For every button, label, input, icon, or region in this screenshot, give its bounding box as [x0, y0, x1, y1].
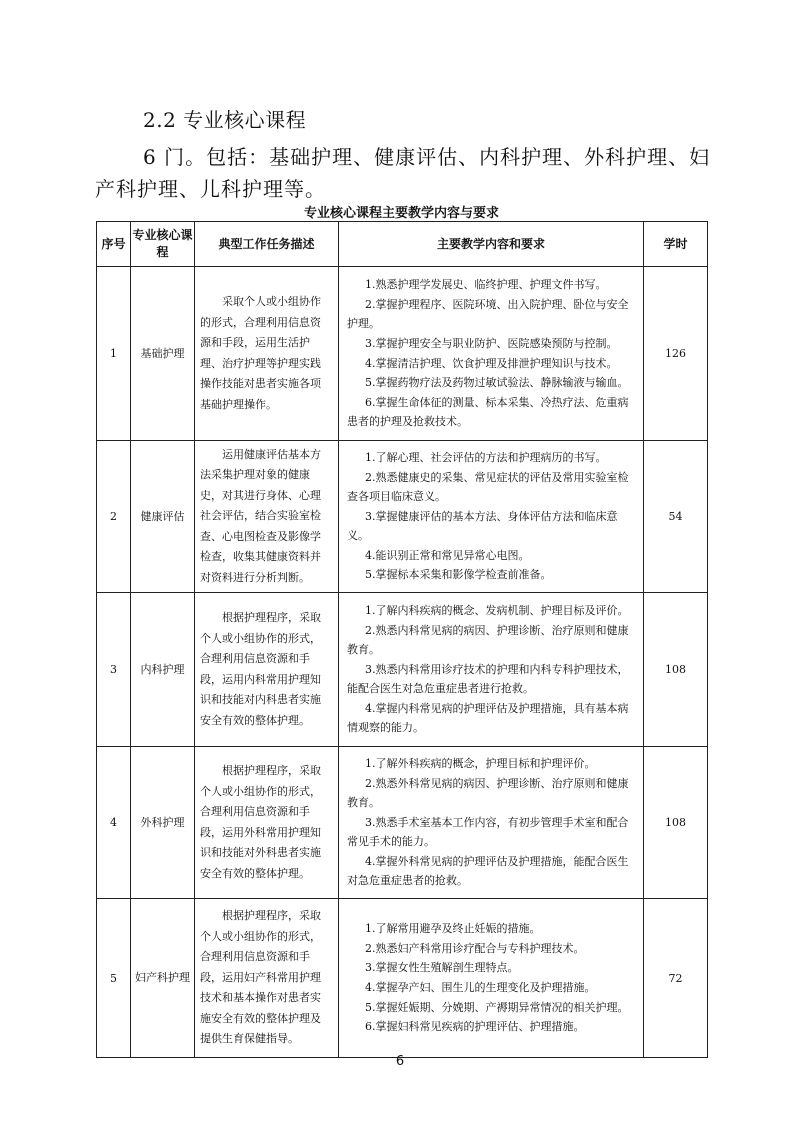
course-name: 妇产科护理	[131, 899, 195, 1058]
content-item: 6.掌握妇科常见疾病的护理评估、护理措施。	[365, 1020, 585, 1034]
content-item: 1.了解外科疾病的概念，护理目标和护理评价。	[365, 756, 596, 770]
content-item: 3.掌握护理安全与职业防护、医院感染预防与控制。	[365, 336, 618, 350]
course-hours: 72	[644, 899, 708, 1058]
course-name: 健康评估	[131, 441, 195, 593]
row-number: 4	[97, 747, 131, 899]
teaching-content	[339, 899, 644, 1058]
teaching-content	[339, 747, 644, 899]
task-description: 采取个人或小组协作的形式，合理利用信息资源和手段，运用生活护理、治疗护理等护理实践操作技能对患者实施各项基础护理操作。	[195, 267, 339, 441]
teaching-content	[339, 267, 644, 441]
header-course: 专业核心课程	[131, 222, 195, 267]
course-hours: 108	[644, 593, 708, 747]
table-row	[97, 593, 708, 747]
page-number: 6	[395, 1054, 405, 1069]
task-description: 根据护理程序，采取个人或小组协作的形式，合理利用信息资源和手段，运用妇产科常用护理技术和基本操作对患者实施安全有效的整体护理及提供生育保健指导。	[195, 899, 339, 1058]
core-courses-table	[96, 221, 708, 1058]
header-content: 主要教学内容和要求	[339, 222, 644, 267]
content-item: 6.掌握生命体征的测量、标本采集、冷热疗法、危重病患者的护理及抢救技术。	[347, 395, 629, 429]
section-heading: 2.2 专业核心课程	[143, 108, 307, 132]
course-hours: 54	[644, 441, 708, 593]
course-name: 内科护理	[131, 593, 195, 747]
table-header-row	[97, 222, 708, 267]
content-item: 4.掌握清洁护理、饮食护理及排泄护理知识与技术。	[365, 356, 618, 370]
header-no: 序号	[97, 222, 131, 267]
content-item: 3.掌握女性生殖解剖生理特点。	[365, 961, 519, 975]
content-item: 2.熟悉外科常见病的病因、护理诊断、治疗原则和健康教育。	[347, 776, 629, 810]
content-item: 5.掌握药物疗法及药物过敏试验法、静脉输液与输血。	[365, 376, 629, 390]
content-item: 2.掌握护理程序、医院环境、出入院护理、卧位与安全护理。	[347, 297, 629, 331]
task-description: 根据护理程序，采取个人或小组协作的形式，合理利用信息资源和手段，运用内科常用护理知识和技能对内科患者实施安全有效的整体护理。	[195, 593, 339, 747]
content-item: 2.熟悉妇产科常用诊疗配合与专科护理技术。	[365, 941, 585, 955]
content-item: 4.掌握内科常见病的护理评估及护理措施，具有基本病情观察的能力。	[347, 701, 629, 735]
content-item: 4.掌握孕产妇、围生儿的生理变化及护理措施。	[365, 981, 596, 994]
task-description: 根据护理程序，采取个人或小组协作的形式，合理利用信息资源和手段，运用外科常用护理知识和技能对外科患者实施安全有效的整体护理。	[195, 747, 339, 899]
row-number: 1	[97, 267, 131, 441]
content-item: 4.掌握外科常见病的护理评估及护理措施，能配合医生对急危重症患者的抢救。	[347, 854, 629, 888]
table-row	[97, 899, 708, 1058]
content-item: 1.了解内科疾病的概念、发病机制、护理目标及评价。	[365, 603, 629, 617]
course-hours: 126	[644, 267, 708, 441]
teaching-content	[339, 441, 644, 593]
table-caption: 专业核心课程主要教学内容与要求	[303, 206, 499, 221]
content-item: 3.掌握健康评估的基本方法、身体评估方法和临床意义。	[347, 509, 618, 543]
course-name: 外科护理	[131, 747, 195, 899]
content-item: 5.掌握标本采集和影像学检查前准备。	[365, 568, 552, 582]
row-number: 3	[97, 593, 131, 747]
content-item: 4.能识别正常和常见异常心电图。	[365, 548, 530, 562]
table-row	[97, 441, 708, 593]
content-item: 2.熟悉内科常见病的病因、护理诊断、治疗原则和健康教育。	[347, 623, 629, 657]
row-number: 5	[97, 899, 131, 1058]
header-hours: 学时	[644, 222, 708, 267]
task-description: 运用健康评估基本方法采集护理对象的健康史，对其进行身体、心理社会评估，结合实验室检查、心电图检查及影像学检查，收集其健康资料并对资料进行分析判断。	[195, 441, 339, 593]
content-item: 3.熟悉手术室基本工作内容，有初步管理手术室和配合常见手术的能力。	[347, 815, 629, 849]
table-row	[97, 267, 708, 441]
course-hours: 108	[644, 747, 708, 899]
intro-paragraph: 6 门。包括：基础护理、健康评估、内科护理、外科护理、妇产科护理、儿科护理等。	[95, 145, 711, 201]
content-item: 2.熟悉健康史的采集、常见症状的评估及常用实验室检查各项目临床意义。	[347, 470, 629, 504]
course-name: 基础护理	[131, 267, 195, 441]
content-item: 3.熟悉内科常用诊疗技术的护理和内科专科护理技术，能配合医生对急危重症患者进行抢救。	[347, 662, 629, 696]
content-item: 1.了解常用避孕及终止妊娠的措施。	[365, 922, 541, 936]
header-task: 典型工作任务描述	[195, 222, 339, 267]
table-row	[97, 747, 708, 899]
content-item: 1.熟悉护理学发展史、临终护理、护理文件书写。	[365, 278, 607, 292]
row-number: 2	[97, 441, 131, 593]
content-item: 1.了解心理、社会评估的方法和护理病历的书写。	[365, 450, 607, 464]
content-item: 5.掌握妊娠期、分娩期、产褥期异常情况的相关护理。	[365, 1000, 629, 1014]
teaching-content	[339, 593, 644, 747]
